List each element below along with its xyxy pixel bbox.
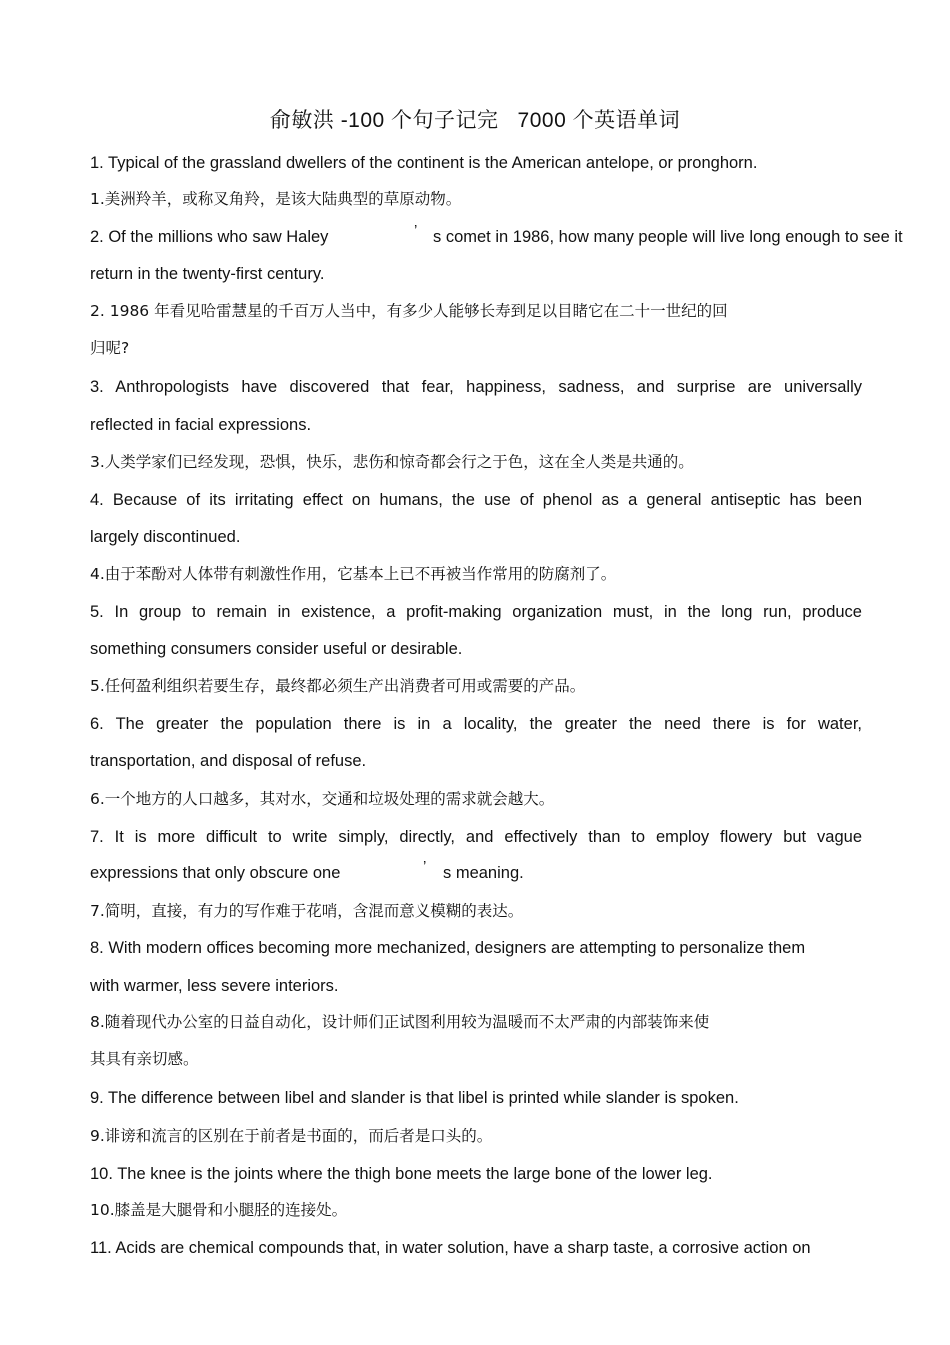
sentence-7-zh: 7.简明，直接，有力的写作难于花哨，含混而意义模糊的表达。 xyxy=(90,902,524,920)
sentence-6-en-line-2: transportation, and disposal of refuse. xyxy=(90,752,367,770)
sentence-8-zh-line-1: 8.随着现代办公室的日益自动化，设计师们正试图利用较为温暖而不太严肃的内部装饰来使 xyxy=(90,1013,710,1031)
sentence-7-en-line-1: 7. It is more difficult to write simply, directly, and effectively than to employ flowery but vague xyxy=(90,828,862,846)
sentence-4-zh: 4.由于苯酚对人体带有刺激性作用，它基本上已不再被当作常用的防腐剂了。 xyxy=(90,565,617,583)
sentence-2-en-line-1: 2. Of the millions who saw Haley xyxy=(90,228,329,246)
sentence-8-en-line-2: with warmer, less severe interiors. xyxy=(90,977,339,995)
page-title: 俞敏洪 -100 个句子记完 7000 个英语单词 xyxy=(269,109,681,132)
sentence-5-zh: 5.任何盈利组织若要生存，最终都必须生产出消费者可用或需要的产品。 xyxy=(90,677,586,695)
sentence-8-en-line-1: 8. With modern offices becoming more mechanized, designers are attempting to personalize them xyxy=(90,939,806,957)
sentence-2-zh-line-2: 归呢? xyxy=(90,339,130,357)
sentence-2-apostrophe: ’ xyxy=(414,222,418,239)
sentence-6-en-line-1: 6. The greater the population there is in a locality, the greater the need there is for water, xyxy=(90,715,862,733)
sentence-9-en: 9. The difference between libel and slander is that libel is printed while slander is spoken. xyxy=(90,1089,739,1107)
sentence-5-en-line-2: something consumers consider useful or desirable. xyxy=(90,640,463,658)
sentence-7-en-line-2-rest: s meaning. xyxy=(443,864,524,882)
sentence-10-en: 10. The knee is the joints where the thigh bone meets the large bone of the lower leg. xyxy=(90,1165,713,1183)
sentence-5-en-line-1: 5. In group to remain in existence, a profit-making organization must, in the long run, produce xyxy=(90,603,862,621)
sentence-10-zh: 10.膝盖是大腿骨和小腿胫的连接处。 xyxy=(90,1201,348,1219)
sentence-3-en-line-2: reflected in facial expressions. xyxy=(90,416,312,434)
sentence-2-en-line-2: return in the twenty-first century. xyxy=(90,265,325,283)
sentence-7-en-line-2: expressions that only obscure one xyxy=(90,864,341,882)
sentence-4-en-line-1: 4. Because of its irritating effect on humans, the use of phenol as a general antiseptic has been xyxy=(90,491,862,509)
sentence-1-en: 1. Typical of the grassland dwellers of the continent is the American antelope, or pronghorn. xyxy=(90,154,758,172)
sentence-7-apostrophe: ’ xyxy=(423,858,427,875)
sentence-1-zh: 1.美洲羚羊，或称叉角羚，是该大陆典型的草原动物。 xyxy=(90,190,462,208)
sentence-4-en-line-2: largely discontinued. xyxy=(90,528,241,546)
sentence-6-zh: 6.一个地方的人口越多，其对水，交通和垃圾处理的需求就会越大。 xyxy=(90,790,555,808)
sentence-8-zh-line-2: 其具有亲切感。 xyxy=(90,1050,199,1068)
sentence-11-en: 11. Acids are chemical compounds that, in water solution, have a sharp taste, a corrosive action on xyxy=(90,1239,811,1257)
sentence-2-en-line-1-rest: s comet in 1986, how many people will live long enough to see it xyxy=(433,228,903,246)
sentence-9-zh: 9.诽谤和流言的区别在于前者是书面的，而后者是口头的。 xyxy=(90,1127,493,1145)
sentence-3-zh: 3.人类学家们已经发现，恐惧，快乐，悲伤和惊奇都会行之于色，这在全人类是共通的。 xyxy=(90,453,694,471)
sentence-2-zh-line-1: 2. 1986 年看见哈雷慧星的千百万人当中，有多少人能够长寿到足以目睹它在二十一世纪的回 xyxy=(90,302,728,320)
sentence-3-en-line-1: 3. Anthropologists have discovered that fear, happiness, sadness, and surprise are universally xyxy=(90,378,862,396)
